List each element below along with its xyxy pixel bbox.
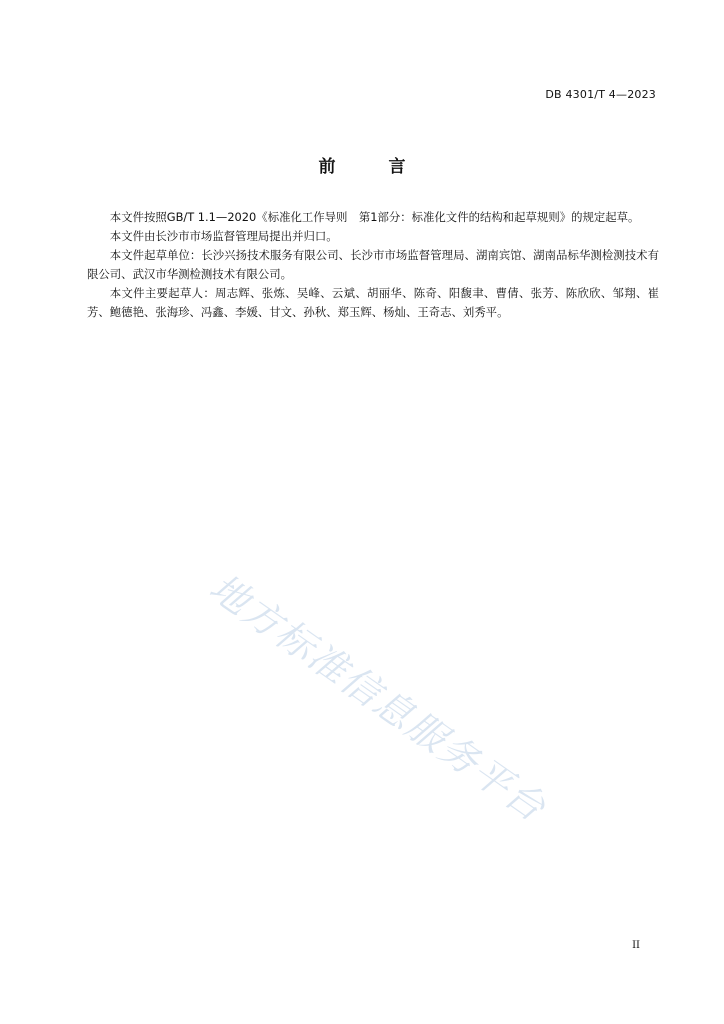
page-number: II [632,940,640,951]
watermark: 地方标准信息服务平台 [201,565,555,831]
paragraph-drafters: 本文件主要起草人：周志辉、张炼、吴峰、云斌、胡丽华、陈奇、阳馥聿、曹倩、张芳、陈欣欣、邹翔、崔芳、鲍德艳、张海珍、冯鑫、李媛、甘文、孙秋、郑玉辉、杨灿、王奇志、刘秀平。 [87,286,659,319]
paragraph-drafting-units: 本文件起草单位：长沙兴扬技术服务有限公司、长沙市市场监督管理局、湖南宾馆、湖南品标华测检测技术有限公司、武汉市华测检测技术有限公司。 [87,248,659,281]
paragraph-proposer: 本文件由长沙市市场监督管理局提出并归口。 [109,229,338,243]
page-title: 前 言 [318,157,424,177]
document-code: DB 4301/T 4—2023 [545,88,656,101]
paragraph-drafting-rules: 本文件按照GB/T 1.1—2020《标准化工作导则 第1部分：标准化文件的结构和起草规则》的规定起草。 [109,210,640,224]
foreword-body [87,208,659,322]
